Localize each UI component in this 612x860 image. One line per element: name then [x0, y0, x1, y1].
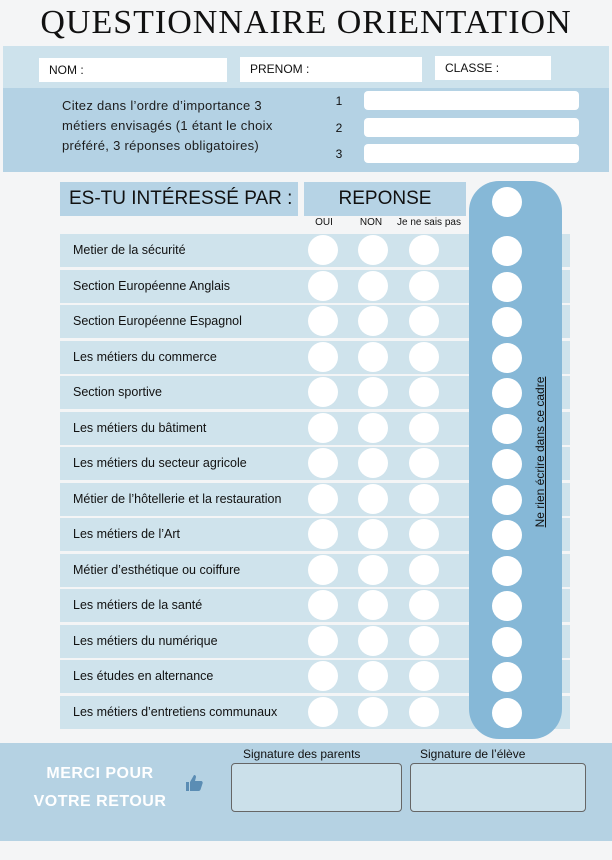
oui-radio[interactable]	[308, 342, 338, 372]
non-radio[interactable]	[358, 342, 388, 372]
question-line: préféré, 3 réponses obligatoires)	[62, 138, 260, 153]
thanks-message	[25, 760, 175, 816]
je-ne-sais-pas-radio[interactable]	[409, 413, 439, 443]
oui-radio[interactable]	[308, 555, 338, 585]
row-label: Métier de l’hôtellerie et la restauration	[73, 492, 282, 506]
thanks-line: VOTRE RETOUR	[33, 793, 167, 810]
reserved-circle	[492, 414, 522, 444]
metier-choice-1-field[interactable]	[364, 91, 579, 110]
row-label: Section sportive	[73, 385, 162, 399]
non-radio[interactable]	[358, 555, 388, 585]
reserved-circle	[492, 236, 522, 266]
reserved-circle	[492, 378, 522, 408]
choice-number: 2	[335, 121, 343, 135]
je-ne-sais-pas-radio[interactable]	[409, 235, 439, 265]
page-title: QUESTIONNAIRE ORIENTATION	[40, 4, 572, 41]
row-label: Les métiers du bâtiment	[73, 421, 207, 435]
row-label: Les métiers de l’Art	[73, 527, 180, 541]
row-label: Metier de la sécurité	[73, 243, 186, 257]
oui-radio[interactable]	[308, 306, 338, 336]
reserved-circle	[492, 520, 522, 550]
oui-radio[interactable]	[308, 590, 338, 620]
row-label: Les métiers d’entretiens communaux	[73, 705, 278, 719]
non-radio[interactable]	[358, 590, 388, 620]
non-radio[interactable]	[358, 484, 388, 514]
oui-radio[interactable]	[308, 235, 338, 265]
oui-radio[interactable]	[308, 697, 338, 727]
oui-radio[interactable]	[308, 661, 338, 691]
non-radio[interactable]	[358, 377, 388, 407]
je-ne-sais-pas-radio[interactable]	[409, 342, 439, 372]
oui-radio[interactable]	[308, 377, 338, 407]
signature-parents-box[interactable]	[231, 763, 402, 812]
question-line: Citez dans l’ordre d’importance 3	[62, 98, 262, 113]
oui-radio[interactable]	[308, 626, 338, 656]
interest-header: ES-TU INTÉRESSÉ PAR :	[60, 182, 298, 216]
thanks-line: MERCI POUR	[46, 765, 154, 782]
non-radio[interactable]	[358, 413, 388, 443]
row-label: Les études en alternance	[73, 669, 214, 683]
je-ne-sais-pas-radio[interactable]	[409, 626, 439, 656]
column-oui: OUI	[315, 217, 333, 228]
signature-eleve-label: Signature de l’élève	[420, 747, 526, 761]
response-header: REPONSE	[304, 182, 466, 216]
je-ne-sais-pas-radio[interactable]	[409, 377, 439, 407]
reserved-circle	[492, 449, 522, 479]
je-ne-sais-pas-radio[interactable]	[409, 661, 439, 691]
oui-radio[interactable]	[308, 448, 338, 478]
reserved-circle	[492, 662, 522, 692]
oui-radio[interactable]	[308, 519, 338, 549]
column-non: NON	[359, 217, 383, 228]
column-je-ne-sais-pas: Je ne sais pas	[397, 217, 461, 228]
question-line: métiers envisagés (1 étant le choix	[62, 118, 273, 133]
metier-choice-2-field[interactable]	[364, 118, 579, 137]
je-ne-sais-pas-radio[interactable]	[409, 448, 439, 478]
je-ne-sais-pas-radio[interactable]	[409, 271, 439, 301]
metiers-question	[62, 96, 312, 156]
reserved-circle	[492, 343, 522, 373]
reserved-circle	[492, 698, 522, 728]
reserved-circle	[492, 187, 522, 217]
metier-choice-3-field[interactable]	[364, 144, 579, 163]
reserved-frame-note: Ne rien écrire dans ce cadre	[533, 376, 547, 528]
row-label: Les métiers de la santé	[73, 598, 203, 612]
je-ne-sais-pas-radio[interactable]	[409, 306, 439, 336]
je-ne-sais-pas-radio[interactable]	[409, 484, 439, 514]
je-ne-sais-pas-radio[interactable]	[409, 590, 439, 620]
non-radio[interactable]	[358, 697, 388, 727]
reserved-circle	[492, 307, 522, 337]
oui-radio[interactable]	[308, 413, 338, 443]
signature-eleve-box[interactable]	[410, 763, 586, 812]
row-label: Les métiers du commerce	[73, 350, 217, 364]
row-label: Les métiers du secteur agricole	[73, 456, 247, 470]
non-radio[interactable]	[358, 271, 388, 301]
prenom-field[interactable]: PRENOM :	[240, 57, 422, 82]
reserved-circle	[492, 272, 522, 302]
row-label: Les métiers du numérique	[73, 634, 218, 648]
reserved-circle	[492, 485, 522, 515]
row-label: Métier d’esthétique ou coiffure	[73, 563, 241, 577]
nom-field[interactable]: NOM :	[39, 58, 227, 82]
oui-radio[interactable]	[308, 484, 338, 514]
reserved-circle	[492, 556, 522, 586]
reserved-circle	[492, 627, 522, 657]
non-radio[interactable]	[358, 519, 388, 549]
signature-parents-label: Signature des parents	[243, 747, 361, 761]
thumbs-up-icon	[184, 773, 204, 798]
reserved-circle	[492, 591, 522, 621]
non-radio[interactable]	[358, 448, 388, 478]
row-label: Section Européenne Espagnol	[73, 314, 242, 328]
je-ne-sais-pas-radio[interactable]	[409, 555, 439, 585]
non-radio[interactable]	[358, 306, 388, 336]
je-ne-sais-pas-radio[interactable]	[409, 697, 439, 727]
choice-number: 1	[335, 94, 343, 108]
row-label: Section Européenne Anglais	[73, 279, 231, 293]
non-radio[interactable]	[358, 626, 388, 656]
oui-radio[interactable]	[308, 271, 338, 301]
choice-number: 3	[335, 147, 343, 161]
je-ne-sais-pas-radio[interactable]	[409, 519, 439, 549]
classe-field[interactable]: CLASSE :	[435, 56, 551, 80]
non-radio[interactable]	[358, 235, 388, 265]
non-radio[interactable]	[358, 661, 388, 691]
